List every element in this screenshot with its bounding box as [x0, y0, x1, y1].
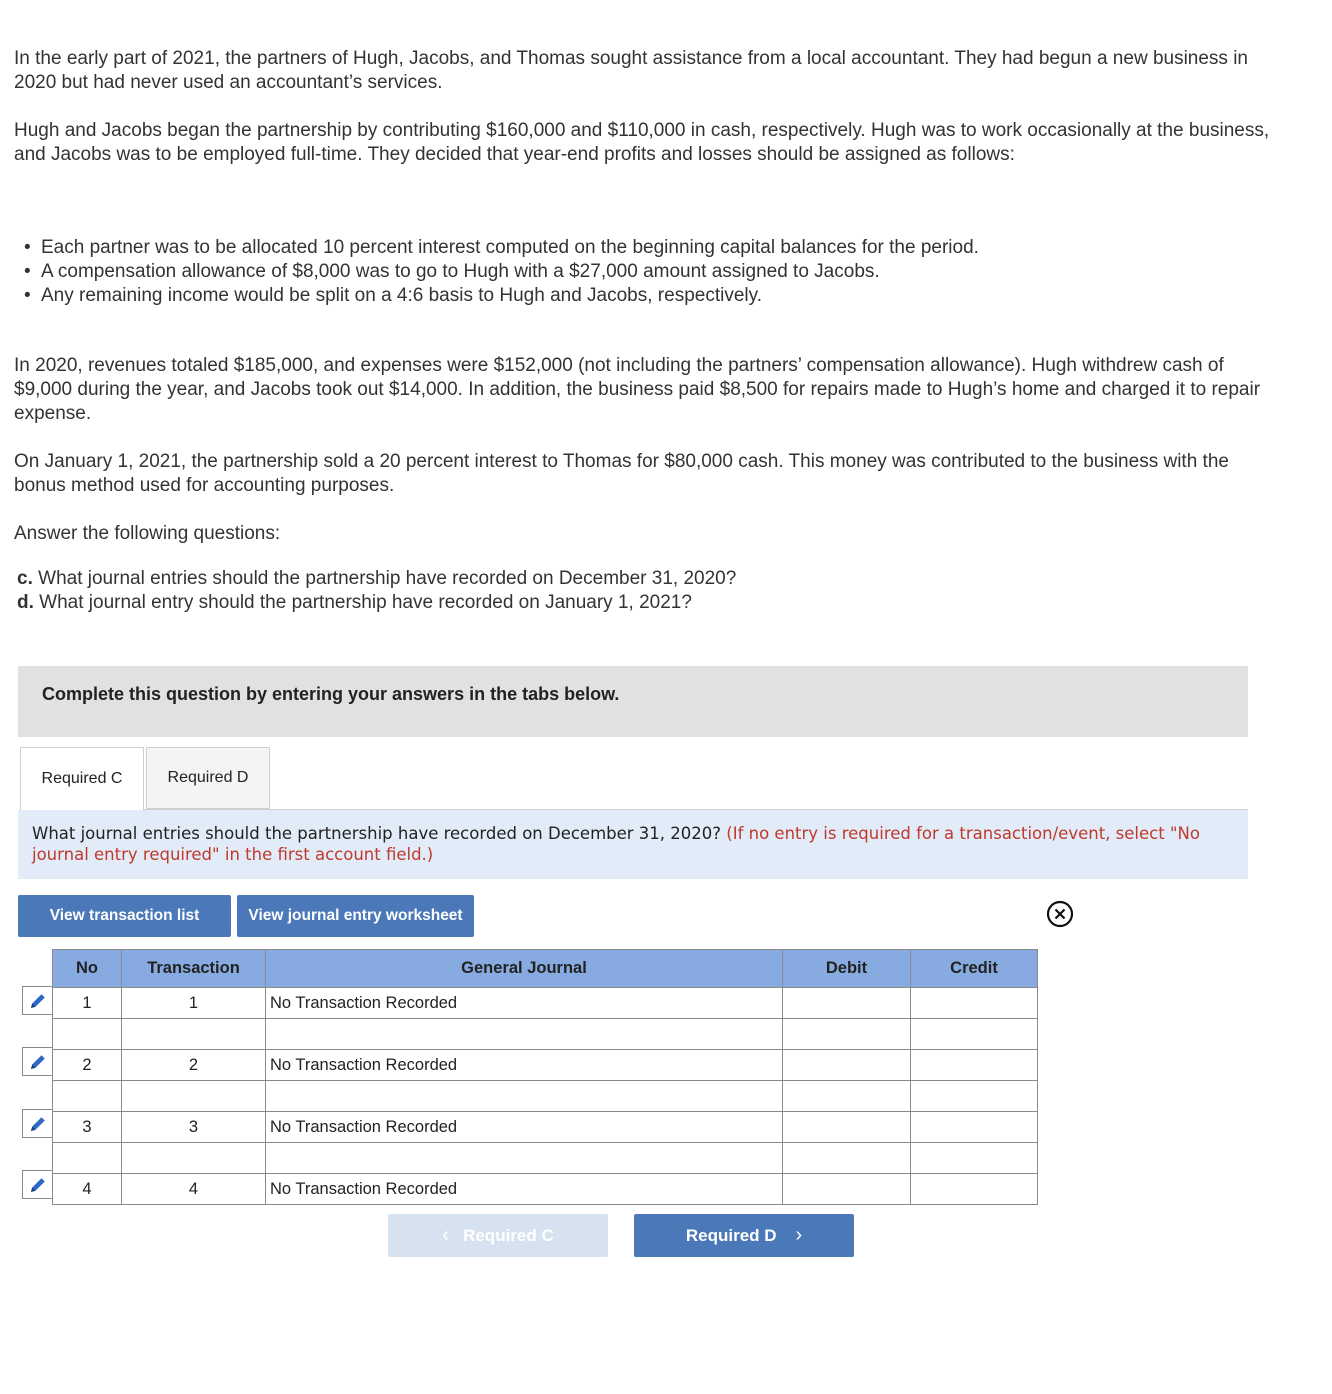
- entry-account: No Transaction Recorded: [266, 1050, 783, 1081]
- entry-credit: [911, 1050, 1038, 1081]
- entry-credit: [911, 1112, 1038, 1143]
- instructions-banner: [18, 666, 1248, 737]
- list-item: • Any remaining income would be split on a 4:6 basis to Hugh and Jacobs, respectively.: [14, 284, 979, 308]
- header-general-journal: General Journal: [266, 950, 783, 988]
- view-journal-entry-worksheet-button[interactable]: View journal entry worksheet: [237, 895, 474, 937]
- intro-paragraph-2: Hugh and Jacobs began the partnership by contributing $160,000 and $110,000 in cash, respectively. Hugh was to work occasionally at the business, and Jacobs was to be employed full-time. They decided that year-end profits and losses should be assigned as follows:: [14, 120, 1270, 165]
- entry-transaction: 4: [122, 1174, 266, 1205]
- table-row: [53, 988, 1038, 1019]
- pencil-icon: [29, 1176, 47, 1194]
- general-journal-table: [52, 949, 1038, 1205]
- entry-debit: [783, 1112, 911, 1143]
- header-no: No: [53, 950, 122, 988]
- question-text: What journal entries should the partnership have recorded on December 31, 2020?: [38, 568, 737, 589]
- intro-paragraph-5: Answer the following questions:: [14, 523, 281, 544]
- chevron-right-icon: ›: [795, 1224, 803, 1246]
- entry-debit: [783, 988, 911, 1019]
- instruction-note: (If no entry is required for a transaction/event, select "No journal entry required" in the first account field.): [32, 824, 1200, 864]
- entry-transaction: 1: [122, 988, 266, 1019]
- question-label: d.: [17, 592, 34, 613]
- next-required-d-button[interactable]: Required D ›: [634, 1214, 854, 1257]
- entry-account: No Transaction Recorded: [266, 1112, 783, 1143]
- tab-required-c[interactable]: Required C: [20, 747, 144, 810]
- list-item: • Each partner was to be allocated 10 percent interest computed on the beginning capital balances for the period.: [14, 236, 979, 260]
- intro-paragraph-3: In 2020, revenues totaled $185,000, and expenses were $152,000 (not including the partners’ compensation allowance). Hugh withdrew cash of $9,000 during the year, and Jacobs took out $14,000. In addition, the business paid $8,500 for repairs made to Hugh’s home and charged it to repair expense.: [14, 355, 1261, 424]
- entry-account: No Transaction Recorded: [266, 988, 783, 1019]
- view-transaction-list-button[interactable]: View transaction list: [18, 895, 231, 937]
- entry-no: 4: [53, 1174, 122, 1205]
- allocation-rules-list: [14, 236, 979, 308]
- table-row: [53, 1081, 1038, 1112]
- table-row: [53, 1112, 1038, 1143]
- entry-debit: [783, 1050, 911, 1081]
- entry-debit: [783, 1174, 911, 1205]
- question-c: [17, 567, 736, 591]
- entry-transaction: 3: [122, 1112, 266, 1143]
- tab-instruction: [18, 810, 1248, 879]
- table-header-row: [53, 950, 1038, 988]
- entry-transaction: 2: [122, 1050, 266, 1081]
- edit-entry-1-button[interactable]: [22, 986, 53, 1015]
- entry-credit: [911, 988, 1038, 1019]
- table-row: [53, 1143, 1038, 1174]
- chevron-left-icon: ‹: [442, 1224, 449, 1246]
- header-debit: Debit: [783, 950, 911, 988]
- header-transaction: Transaction: [122, 950, 266, 988]
- close-circle-icon[interactable]: [1046, 900, 1074, 928]
- entry-no: 3: [53, 1112, 122, 1143]
- table-row: [53, 1019, 1038, 1050]
- entry-no: 2: [53, 1050, 122, 1081]
- edit-entry-2-button[interactable]: [22, 1047, 53, 1076]
- edit-entry-4-button[interactable]: [22, 1170, 53, 1199]
- entry-account: No Transaction Recorded: [266, 1174, 783, 1205]
- pencil-icon: [29, 992, 47, 1010]
- intro-paragraph-1: In the early part of 2021, the partners of Hugh, Jacobs, and Thomas sought assistance from a local accountant. They had begun a new business in 2020 but had never used an accountant’s services.: [14, 48, 1248, 93]
- entry-no: 1: [53, 988, 122, 1019]
- list-item: • A compensation allowance of $8,000 was to go to Hugh with a $27,000 amount assigned to Jacobs.: [14, 260, 979, 284]
- intro-paragraph-4: On January 1, 2021, the partnership sold a 20 percent interest to Thomas for $80,000 cash. This money was contributed to the business with the bonus method used for accounting purposes.: [14, 451, 1229, 496]
- header-credit: Credit: [911, 950, 1038, 988]
- tab-required-d[interactable]: Required D: [146, 747, 270, 809]
- question-text: What journal entry should the partnership have recorded on January 1, 2021?: [39, 592, 692, 613]
- pencil-icon: [29, 1115, 47, 1133]
- entry-credit: [911, 1174, 1038, 1205]
- table-row: [53, 1174, 1038, 1205]
- edit-entry-3-button[interactable]: [22, 1109, 53, 1138]
- instruction-text: What journal entries should the partnership have recorded on December 31, 2020?: [32, 824, 722, 843]
- table-row: [53, 1050, 1038, 1081]
- previous-required-c-button: ‹ Required C: [388, 1214, 608, 1257]
- question-label: c.: [17, 568, 33, 589]
- banner-text: Complete this question by entering your answers in the tabs below.: [42, 684, 620, 704]
- question-d: [17, 591, 692, 615]
- pencil-icon: [29, 1053, 47, 1071]
